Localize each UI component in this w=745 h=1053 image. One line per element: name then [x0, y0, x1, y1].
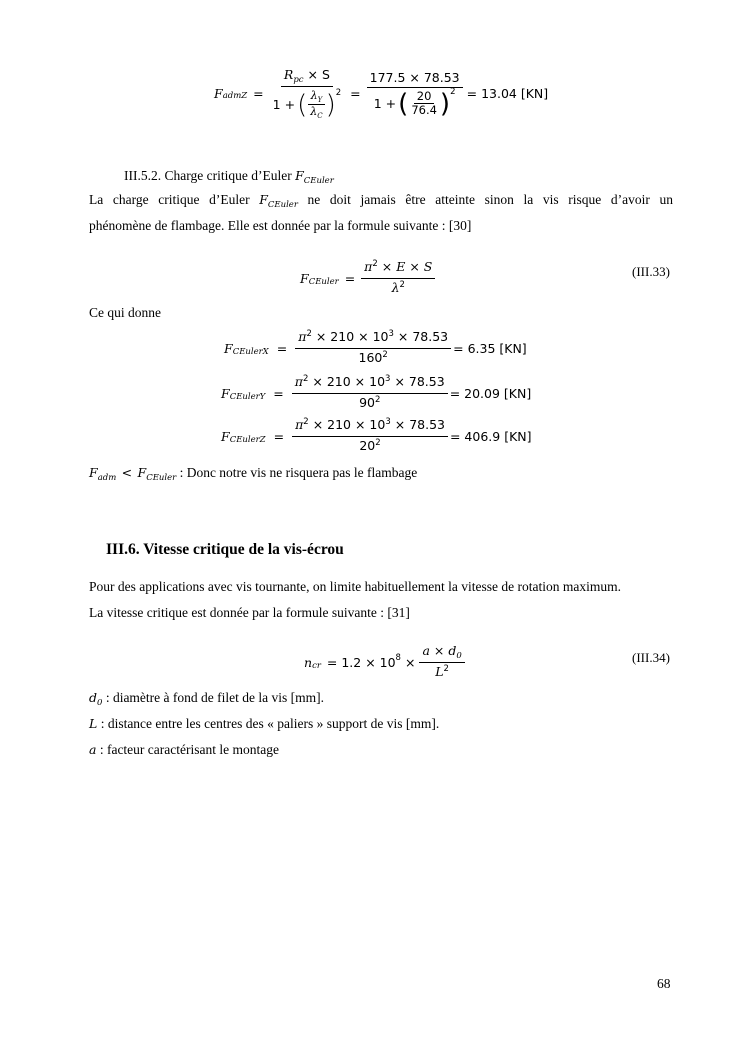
paragraph-euler-line2: phénomène de flambage. Elle est donnée par la formule suivante : [30]: [89, 218, 472, 233]
less-than: <: [121, 465, 133, 480]
num-rest: × S: [307, 67, 330, 82]
conclusion-text: : Donc notre vis ne risquera pas le flambage: [179, 465, 418, 480]
euler-num: × 210 × 10: [315, 329, 389, 344]
den-exp: 2: [374, 395, 381, 405]
den-exp: 2: [375, 438, 381, 448]
def-text: : distance entre les centres des « paliers » support de vis [mm].: [100, 716, 440, 731]
eq34-mid: = 1.2 × 10: [326, 655, 396, 670]
num-numeric: 177.5 × 78.53: [367, 69, 463, 88]
euler-fraction: [292, 416, 448, 457]
eq-lhs-sub: admZ: [222, 91, 248, 101]
fraction-numeric: [367, 69, 463, 117]
exponent: 2: [335, 87, 342, 98]
lambda-fraction: [307, 89, 325, 120]
eq-result: = 13.04 [KN]: [466, 85, 549, 101]
section-heading-352: [124, 166, 334, 188]
euler-den: 160: [358, 350, 383, 365]
euler-result: = 406.9 [KN]: [449, 429, 532, 444]
ratio-den: 76.4: [411, 103, 437, 117]
euler-num: × 210 × 10: [312, 374, 386, 389]
paragraph-euler-line1: [89, 190, 673, 212]
euler-f: F: [224, 341, 233, 356]
para-symbol-sub: CEuler: [267, 200, 298, 210]
euler-num2: × 78.53: [397, 329, 449, 344]
para-text-b: ne doit jamais être atteinte sinon la vis risque d’avoir un: [307, 192, 674, 207]
equation-iii-34: [304, 642, 465, 683]
eq34-num: a × d: [422, 643, 457, 658]
pi-exp: 2: [303, 374, 309, 384]
euler-den: 20: [359, 438, 376, 453]
pi: π: [295, 417, 304, 432]
eq33-num-rest: × E × S: [381, 259, 433, 274]
paragraph-vitesse-line1: Pour des applications avec vis tournante, on limite habituellement la vitesse de rotation maximum.: [89, 579, 621, 594]
euler-f: F: [221, 429, 230, 444]
def-text: : facteur caractérisant le montage: [99, 742, 279, 757]
equals-sign: =: [273, 386, 284, 401]
conclusion-sub1: adm: [97, 473, 117, 483]
conclusion-sym1: F: [89, 465, 98, 480]
num-r: R: [283, 67, 294, 82]
eq33-lhs: F: [300, 271, 309, 286]
euler-result: = 6.35 [KN]: [453, 341, 527, 356]
equation-f-admz: [214, 66, 548, 120]
conclusion-line: [89, 463, 417, 485]
heading-symbol: F: [295, 168, 304, 183]
euler-fraction: [295, 328, 451, 369]
ten-exp: 3: [385, 417, 391, 427]
eq34-mid-exp: 8: [395, 652, 401, 663]
den-prefix: 1 +: [272, 96, 296, 112]
euler-sub: CEulerX: [232, 346, 269, 357]
left-paren: (: [398, 88, 409, 119]
def-symbol: d: [89, 690, 98, 705]
equation-euler-y: [221, 373, 531, 414]
num-r-sub: pc: [293, 75, 304, 85]
definition-a: [89, 740, 279, 759]
equation-euler-x: [224, 328, 527, 369]
eq33-pi-exp: 2: [372, 259, 378, 269]
right-paren: ): [439, 88, 451, 119]
eq33-fraction: [361, 258, 435, 299]
heading-symbol-sub: CEuler: [303, 176, 334, 186]
exponent: 2: [450, 86, 456, 97]
para-text-a: La charge critique d’Euler: [89, 192, 250, 207]
eq34-den: L: [435, 664, 444, 679]
equation-number-33: (III.33): [632, 264, 670, 279]
euler-num: × 210 × 10: [312, 417, 386, 432]
para-symbol: F: [259, 192, 268, 207]
lambda-num: λ: [310, 89, 318, 102]
euler-num2: × 78.53: [394, 417, 445, 432]
def-symbol: a: [89, 742, 97, 757]
right-paren: ): [325, 89, 336, 120]
eq33-lhs-sub: CEuler: [308, 276, 339, 287]
equals-sign: =: [350, 85, 361, 101]
equals-sign: =: [344, 271, 356, 286]
euler-sub: CEulerZ: [229, 434, 266, 445]
ratio-num: 20: [414, 90, 435, 104]
lambda-num-sub: Y: [317, 96, 323, 104]
ratio-fraction: [408, 90, 440, 117]
eq34-times: ×: [404, 655, 416, 670]
definition-l: [89, 714, 439, 733]
pi-exp: 2: [303, 417, 309, 427]
def-symbol: L: [89, 716, 98, 731]
eq34-lhs-sub: cr: [312, 660, 321, 671]
eq-lhs: F: [214, 85, 223, 101]
page-number: 68: [657, 976, 671, 991]
ce-qui-donne: Ce qui donne: [89, 305, 161, 320]
heading-text: III.5.2. Charge critique d’Euler: [124, 168, 292, 183]
equals-sign: =: [273, 429, 285, 444]
equation-number-34: (III.34): [632, 650, 670, 665]
euler-f: F: [221, 386, 230, 401]
ten-exp: 3: [388, 329, 394, 339]
pi: π: [294, 374, 303, 389]
pi-exp: 2: [306, 329, 312, 339]
paragraph-vitesse-line2: La vitesse critique est donnée par la formule suivante : [31]: [89, 605, 410, 620]
euler-num2: × 78.53: [394, 374, 445, 389]
euler-result: = 20.09 [KN]: [449, 386, 532, 401]
eq33-lambda-exp: 2: [399, 280, 405, 290]
definition-d0: [89, 688, 324, 710]
eq34-den-exp: 2: [443, 664, 449, 674]
eq34-lhs: n: [304, 655, 313, 670]
eq33-lambda: λ: [391, 280, 400, 295]
equals-sign: =: [253, 85, 264, 101]
euler-fraction: [292, 373, 448, 414]
def-symbol-sub: 0: [97, 698, 103, 708]
fraction-symbolic: [270, 66, 344, 120]
den-exp: 2: [382, 350, 388, 360]
eq34-num-sub: 0: [456, 651, 462, 661]
pi: π: [298, 329, 307, 344]
def-text: : diamètre à fond de filet de la vis [mm].: [105, 690, 324, 705]
section-heading-36: III.6. Vitesse critique de la vis-écrou: [106, 541, 344, 558]
euler-den: 90: [359, 395, 375, 410]
lambda-den-sub: C: [317, 112, 323, 120]
equation-iii-33: [300, 258, 435, 299]
euler-sub: CEulerY: [229, 391, 266, 402]
equals-sign: =: [276, 341, 288, 356]
conclusion-sub2: CEuler: [146, 473, 177, 483]
conclusion-sym2: F: [137, 465, 147, 480]
eq33-pi: π: [364, 259, 373, 274]
eq34-fraction: [419, 642, 464, 683]
lambda-den: λ: [310, 105, 318, 118]
equation-euler-z: [221, 416, 532, 457]
ten-exp: 3: [385, 374, 391, 384]
left-paren: (: [297, 89, 308, 120]
den2-prefix: 1 +: [373, 95, 397, 111]
